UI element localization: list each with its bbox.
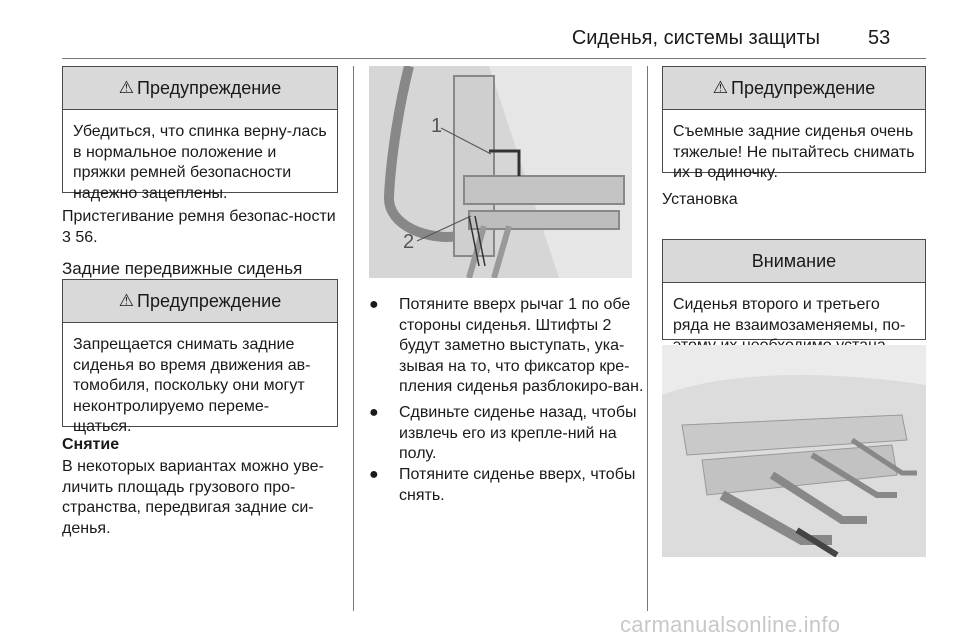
- warning-title: Предупреждение: [137, 290, 282, 311]
- warning-header: [63, 280, 337, 323]
- bullet-icon: ●: [369, 466, 379, 483]
- belt-reference-text: Пристегивание ремня безопас-ности 3 56.: [62, 208, 336, 246]
- notice-header: [663, 240, 925, 283]
- warning-title: Предупреждение: [731, 77, 876, 98]
- callout-2: 2: [403, 231, 415, 253]
- column-divider: [647, 66, 648, 611]
- warning-triangle-icon: ⚠: [118, 291, 135, 310]
- warning-box-heavy: [662, 66, 926, 182]
- bullet-text: Сдвиньте сиденье назад, чтобы извлечь его из крепле-ний на полу.: [399, 404, 637, 463]
- warning-text: Съемные задние сиденья очень тяжелые! Не пытайтесь снимать их в одиночку.: [673, 123, 915, 182]
- warning-triangle-icon: ⚠: [118, 78, 135, 97]
- notice-text: Сиденья второго и третьего ряда не взаимозаменяемы, по-: [673, 296, 906, 334]
- warning-box-driving: [62, 279, 338, 436]
- watermark: carmanualsonline.info: [620, 612, 841, 637]
- bullet-icon: ●: [369, 296, 379, 313]
- warning-header: [663, 67, 925, 110]
- seat-rails-illustration: [662, 345, 926, 557]
- belt-reference: [62, 207, 338, 248]
- notice-title: Внимание: [751, 250, 837, 271]
- page-header: [0, 0, 960, 60]
- bullet-text: Потяните вверх рычаг 1 по обе стороны сиденья. Штифты 2 будут заметно выступать, ука-зывая на то, что фиксатор кре-пления сиденья разблокиро-ван.: [399, 296, 644, 396]
- notice-box: [662, 239, 926, 340]
- page-number: 53: [868, 27, 891, 49]
- warning-title: Предупреждение: [137, 77, 282, 98]
- subheading-installation: Установка: [662, 191, 738, 208]
- column-divider: [353, 66, 354, 611]
- warning-box-seatback: [62, 66, 338, 202]
- bullet-icon: ●: [369, 404, 379, 421]
- bullet-text: Потяните сиденье вверх, чтобы снять.: [399, 466, 636, 504]
- warning-header: [63, 67, 337, 110]
- header-rule: [62, 58, 926, 59]
- warning-text: Запрещается снимать задние сиденья во время движения ав-томобиля, поскольку они могут неконтролируемо переме-щаться.: [73, 336, 311, 436]
- warning-text: Убедиться, что спинка верну-лась в нормальное положение и пряжки ремней безопасности надежно зацеплены.: [73, 123, 327, 202]
- figure-seat-latch: [369, 66, 632, 278]
- seat-latch-illustration: [369, 66, 632, 278]
- figure-seat-rails: [662, 345, 926, 557]
- header-title: Сиденья, системы защиты: [571, 27, 820, 49]
- removal-intro: В некоторых вариантах можно уве-личить площадь грузового про-странства, передвигая задние си-денья.: [62, 458, 324, 537]
- section-heading-rear-seats: Задние передвижные сиденья: [62, 259, 303, 278]
- warning-triangle-icon: ⚠: [712, 78, 729, 97]
- callout-1: 1: [431, 115, 443, 137]
- subheading-removal: Снятие: [62, 436, 120, 453]
